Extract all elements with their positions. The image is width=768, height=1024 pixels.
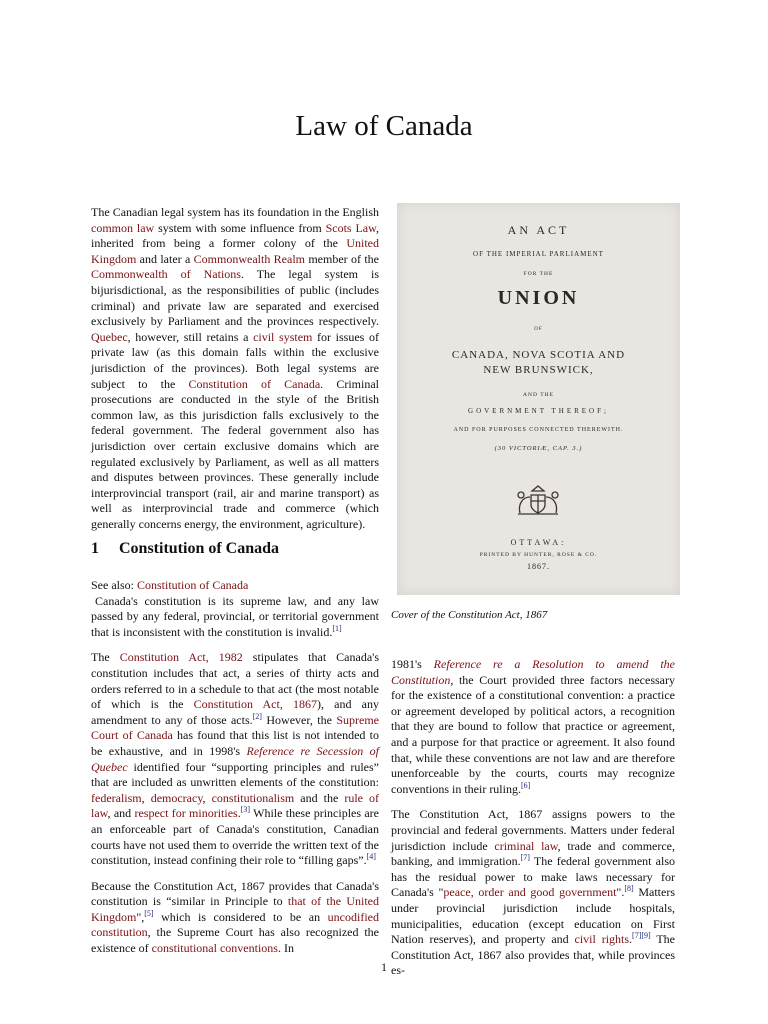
text-run: system with some influence from: [154, 220, 326, 235]
inline-link[interactable]: Constitution Act, 1982: [119, 650, 243, 665]
constitution-act-cover-image: [397, 203, 680, 595]
inline-link[interactable]: Constitution of Canada: [188, 376, 321, 391]
cover-line: PRINTED BY HUNTER, ROSE & CO.: [479, 552, 598, 558]
inline-link[interactable]: United Kingdom: [91, 236, 379, 266]
citation-ref[interactable]: [8]: [624, 884, 634, 894]
text-run: stipulates that Canada's constitution includes that act, a series of thirty acts and orders referred to in a schedule to that act (the most notable of which is the: [91, 650, 379, 712]
text-run: .: [237, 806, 241, 821]
inline-link[interactable]: constitutional conventions: [151, 941, 278, 956]
cover-line: AND FOR PURPOSES CONNECTED THEREWITH.: [453, 427, 624, 433]
inline-link[interactable]: civil system: [253, 329, 313, 344]
cover-line: GOVERNMENT THEREOF;: [468, 407, 609, 415]
paragraph-1: [91, 594, 379, 641]
citation-ref[interactable]: [2]: [252, 711, 262, 721]
text-run: The Canadian legal system has its foundation in the English: [91, 205, 379, 219]
paragraph-2: [91, 650, 379, 868]
text-run: The: [91, 650, 120, 665]
text-run: However, the: [261, 712, 337, 727]
text-run: See also:: [91, 578, 137, 592]
text-run: The federal government also has the residual power to make laws necessary for Canada's ": [391, 854, 676, 900]
citation-ref[interactable]: [4]: [366, 852, 376, 862]
text-run: Because the Constitution Act, 1867 provides that Canada's constitution is “similar in Principle to: [91, 878, 379, 909]
inline-link[interactable]: civil rights: [574, 932, 630, 947]
citation-ref[interactable]: [5]: [144, 908, 154, 918]
text-run: .: [629, 932, 633, 947]
page-title: Law of Canada: [295, 110, 473, 142]
section-body-left: [91, 578, 379, 967]
text-run: ,: [141, 790, 151, 805]
inline-link[interactable]: peace, order and good government: [443, 885, 617, 900]
text-run: , and: [107, 806, 135, 821]
inline-link[interactable]: uncodified constitution: [91, 909, 379, 940]
figure-caption: Cover of the Constitution Act, 1867: [391, 609, 548, 621]
inline-link[interactable]: Constitution of Canada: [137, 578, 249, 592]
paragraph-4: [391, 657, 675, 797]
inline-link[interactable]: criminal law: [494, 838, 558, 853]
cover-line: AND THE: [523, 392, 554, 398]
inline-link[interactable]: common law: [91, 220, 155, 235]
cover-line: OTTAWA:: [510, 538, 567, 547]
text-run: Canada's constitution is its supreme law, and any law passed by any federal, provincial, or territorial government that is inconsistent with the constitution is invalid.: [91, 593, 379, 639]
text-run: The Constitution Act, 1867 also provides that, while provinces es-: [391, 932, 675, 978]
section-body-right: [391, 657, 675, 989]
citation-ref[interactable]: [6]: [520, 780, 531, 790]
inline-link[interactable]: Commonwealth of Nations: [91, 267, 241, 282]
text-run: and later a: [136, 251, 194, 266]
text-run: ",: [136, 909, 145, 924]
citation-ref[interactable]: [7][9]: [632, 931, 651, 941]
inline-link[interactable]: Supreme Court of Canada: [91, 712, 379, 743]
inline-link[interactable]: that of the United Kingdom: [91, 894, 379, 924]
inline-link[interactable]: respect for minorities: [134, 806, 238, 821]
text-run: , the Supreme Court has also recognized the existence of: [91, 925, 379, 956]
inline-link[interactable]: Quebec: [91, 329, 128, 344]
text-run: . In: [277, 941, 294, 956]
text-run: , the Court provided three factors necessary for the existence of a constitutional convention: a practice or agreement developed by political actors, a recognition that they are bound to follow that practice or agreement, and a purpose for that practice or agreement. It also found that, while these conventions are not law and are therefore unenforceable by the courts, courts may recognize conventions in their ruling.: [391, 672, 675, 796]
text-run: , trade and commerce, banking, and immigration.: [391, 838, 676, 869]
text-run: The Constitution Act, 1867 assigns powers to the provincial and federal governments. Matters under federal jurisdiction include: [391, 807, 675, 853]
cover-line: AN ACT: [507, 223, 570, 237]
inline-link[interactable]: democracy: [150, 790, 203, 805]
text-run: ".: [616, 885, 625, 900]
text-run: Matters under provincial jurisdiction include hospitals, municipalities, education (except education on First Nation reserves), and property and: [391, 885, 675, 947]
inline-link[interactable]: Reference re a Resolution to amend the Constitution: [391, 657, 675, 687]
cover-line: OF: [534, 327, 543, 332]
inline-link[interactable]: Reference re Secession of Quebec: [91, 743, 379, 774]
section-heading: [91, 540, 279, 558]
see-also-line: [91, 578, 379, 594]
citation-ref[interactable]: [7]: [520, 853, 530, 863]
cover-line: 1867.: [527, 562, 550, 571]
inline-link[interactable]: federalism: [91, 790, 142, 805]
cover-line: (30 VICTORIÆ, CAP. 3.): [494, 445, 583, 452]
cover-line: CANADA, NOVA SCOTIA AND: [451, 349, 626, 361]
text-run: . The legal system is bijurisdictional, as the responsibilities of public (includes criminal) and private law are separated and exercised exclusively by Parliament and the provinces respectively.: [91, 267, 379, 329]
text-run: ), and any amendment to any of those acts.: [91, 697, 379, 727]
cover-line: NEW BRUNSWICK,: [483, 364, 594, 376]
text-run: has found that this list is not intended to be exhaustive, and in 1998's: [91, 728, 379, 758]
section-number: 1: [91, 540, 99, 557]
citation-ref[interactable]: [3]: [240, 805, 251, 815]
text-run: While these principles are an enforceable part of Canada's constitution, Canadian courts have not used them to override the written text of the constitution, instead confining their role to “filling gaps”.: [91, 806, 380, 868]
text-run: 1981's: [391, 657, 434, 671]
text-run: and the: [294, 790, 345, 805]
text-run: identified four “supporting principles and rules” that are included as unwritten elements of the constitution:: [91, 759, 379, 790]
citation-ref[interactable]: [1]: [332, 623, 342, 633]
cover-line: OF THE IMPERIAL PARLIAMENT: [473, 250, 604, 258]
paragraph-5: [391, 807, 675, 979]
text-run: . Criminal prosecutions are conducted in the style of the British common law, as this jurisdiction falls exclusively to the federal government. The federal government also has jurisdiction over certain exclusive domains which are regulated exclusively by Parliament, as well as all matters and disputes between provinces. These generally include interprovincial transport (rail, air and marine transport) as well as interprovincial trade and commerce (which generally concerns energy, the environment, agriculture).: [91, 376, 380, 531]
text-run: member of the: [305, 251, 379, 266]
inline-link[interactable]: Constitution Act, 1867: [193, 697, 317, 712]
cover-line: UNION: [497, 287, 580, 309]
text-run: which is considered to be an: [153, 909, 328, 924]
text-run: ,: [202, 790, 212, 805]
cover-line: FOR THE: [523, 271, 554, 277]
section-title: Constitution of Canada: [119, 540, 280, 557]
text-run: for issues of private law (as this domain falls within the exclusive jurisdiction of the provinces). Both legal systems are subject to the: [91, 329, 379, 391]
inline-link[interactable]: Commonwealth Realm: [193, 251, 305, 266]
page-number: 1: [381, 960, 387, 974]
inline-link[interactable]: constitutionalism: [211, 790, 295, 805]
royal-crest-icon: [512, 483, 564, 517]
paragraph-3: [91, 879, 379, 957]
text-run: , however, still retains a: [127, 329, 254, 344]
inline-link[interactable]: Scots Law: [325, 220, 377, 235]
inline-link[interactable]: rule of law: [91, 790, 380, 821]
intro-paragraph: [91, 205, 379, 532]
text-run: , inherited from being a former colony of the: [91, 220, 380, 251]
